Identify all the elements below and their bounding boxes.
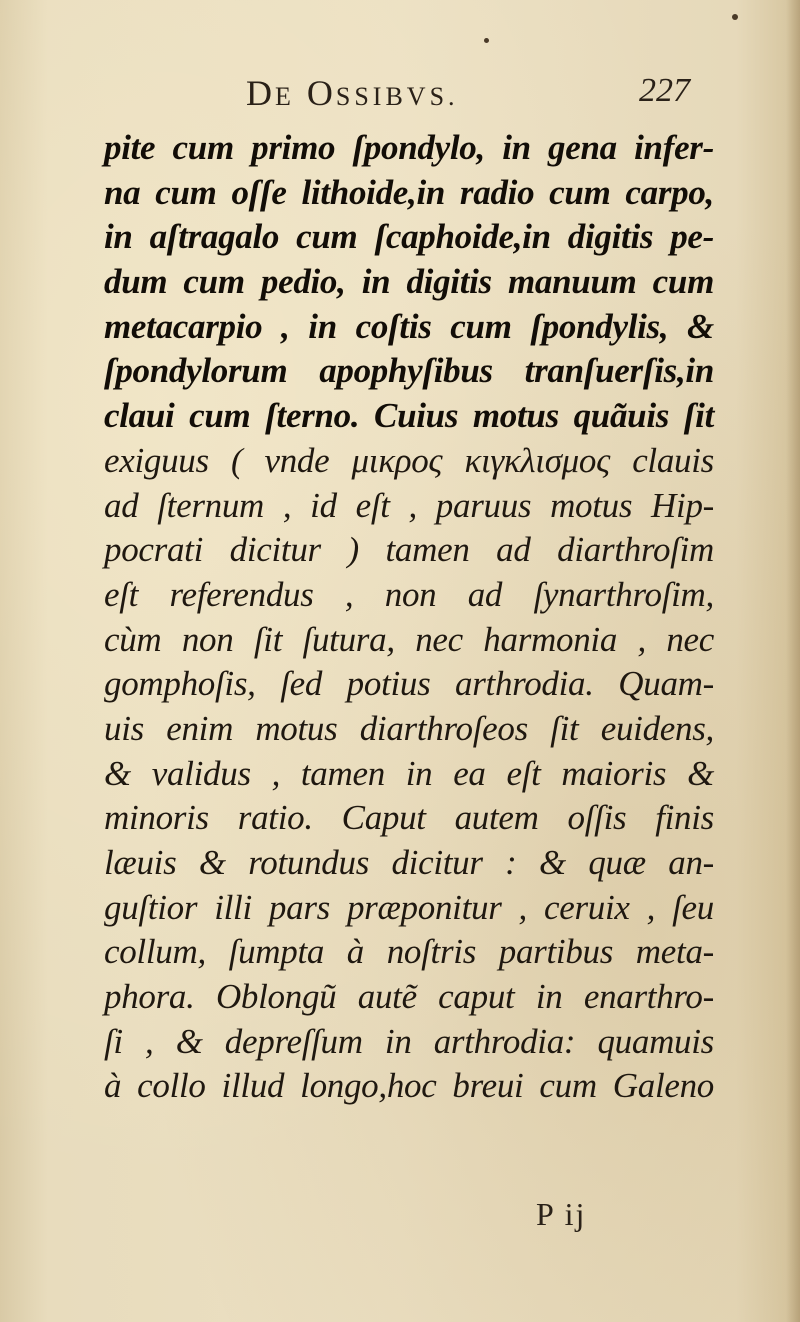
page-edge-shadow (786, 0, 800, 1322)
text-line: uis enim motus diarthroſeos ſit euidens, (104, 708, 714, 748)
text-line: dum cum pedio, in digitis manuum cum (104, 262, 714, 302)
text-line: ſi , & depreſſum in arthrodia: quamuis (104, 1021, 714, 1061)
ink-speck (732, 14, 738, 20)
text-line: læuis & rotundus dicitur : & quæ an- (104, 843, 714, 882)
text-line: à collo illud longo,hoc breui cum Galeno (104, 1066, 714, 1106)
page-number: 227 (639, 72, 690, 109)
text-line: exiguus ( vnde μικρος κιγκλισμος clauis (104, 440, 714, 480)
text-line: guſtior illi pars præponitur , ceruix , ſeu (104, 887, 714, 927)
ink-speck (484, 38, 489, 43)
text-line: collum, ſumpta à noſtris partibus meta- (104, 932, 714, 972)
signature-mark: P ij (536, 1196, 587, 1232)
text-line: ſpondylorum apophyſibus tranſuerſis,in (104, 351, 714, 391)
text-line: phora. Oblongũ autẽ caput in enarthro- (104, 977, 714, 1017)
text-line: na cum oſſe lithoide,in radio cum carpo, (104, 172, 714, 212)
running-head (108, 70, 698, 120)
text-line: metacarpio , in coſtis cum ſpondylis, & (104, 306, 714, 346)
text-line: pite cum primo ſpondylo, in gena infer- (104, 128, 714, 167)
text-line: in aſtragalo cum ſcaphoide,in digitis pe- (104, 217, 714, 257)
text-line: pocrati dicitur ) tamen ad diarthroſim (104, 530, 714, 570)
text-line: & validus , tamen in ea eſt maioris & (104, 753, 714, 793)
body-text (104, 126, 714, 1109)
text-line: cùm non ſit ſutura, nec harmonia , nec (104, 619, 714, 659)
page-title: DE OSSIBVS. (246, 73, 459, 113)
text-line: ad ſternum , id eſt , paruus motus Hip- (104, 485, 714, 525)
text-line: minoris ratio. Caput autem oſſis finis (104, 798, 714, 838)
text-line: claui cum ſterno. Cuius motus quãuis ſit (104, 396, 714, 436)
text-line: gomphoſis, ſed potius arthrodia. Quam- (104, 664, 714, 704)
text-line: eſt referendus , non ad ſynarthroſim, (104, 574, 714, 614)
